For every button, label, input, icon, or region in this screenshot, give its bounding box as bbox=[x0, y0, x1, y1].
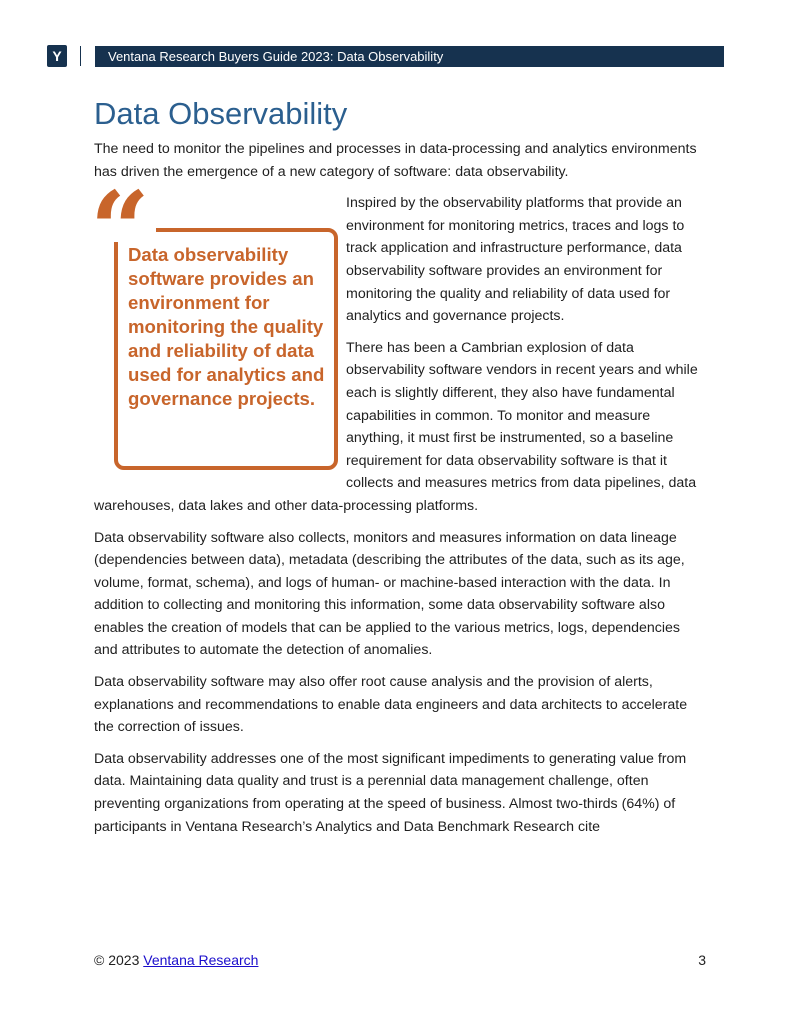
header-divider bbox=[80, 46, 81, 66]
header-title: Ventana Research Buyers Guide 2023: Data Observability bbox=[108, 49, 444, 64]
body-paragraph: Data observability software may also offer root cause analysis and the provision of alerts, explanations and recommendations to enable data engineers and data architects to accelerate the correction of issues. bbox=[94, 674, 688, 736]
page-title: Data Observability bbox=[94, 96, 348, 131]
ventana-logo-icon: Y bbox=[47, 45, 67, 67]
body-paragraph: There has been a Cambrian explosion of data observability software vendors in recent years and while each is slightly different, they also have fundamental capabilities in common. To monitor and measure anything, it must first be instrumented, so a baseline requirement for data observability software is that it collects and measures metrics from data pipelines, data warehouses, data lakes and other data-processing platforms. bbox=[94, 339, 698, 514]
pull-quote-text: Data observability software provides an environment for monitoring the quality and reliability of data used for analytics and governance projects. bbox=[128, 244, 325, 410]
quote-mark-icon: “ bbox=[90, 168, 150, 292]
intro-paragraph: The need to monitor the pipelines and processes in data-processing and analytics environments has driven the emergence of a new category of software: data observability. bbox=[94, 141, 697, 180]
body-paragraph: Inspired by the observability platforms that provide an environment for monitoring metrics, traces and logs to track application and infrastructure performance, data observability software provides an environment for monitoring the quality and reliability of data used for analytics and governance projects. bbox=[346, 195, 685, 325]
ventana-research-link[interactable]: Ventana Research bbox=[143, 952, 259, 968]
header-bar bbox=[95, 46, 724, 67]
pull-quote bbox=[90, 168, 346, 470]
body-paragraph: Data observability addresses one of the most significant impediments to generating value from data. Maintaining data quality and trust is a perennial data management challenge, often preventing organizations from operating at the speed of business. Almost two-thirds (64%) of participants in Ventana Research’s Analytics and Data Benchmark Research cite bbox=[94, 750, 687, 835]
article-body bbox=[90, 138, 706, 847]
footer-copyright bbox=[94, 950, 258, 970]
page-number: 3 bbox=[698, 952, 706, 968]
body-paragraph: Data observability software also collects, monitors and measures information on data lineage (dependencies between data), metadata (describing the attributes of the data, such as its age, volume, format, schema), and logs of human- or machine-based interaction with the data. In addition to collecting and monitoring this information, some data observability software also enables the creation of models that can be applied to the various metrics, logs, dependencies and attributes to automate the detection of anomalies. bbox=[94, 529, 685, 659]
copyright-text: © 2023 bbox=[94, 952, 144, 968]
